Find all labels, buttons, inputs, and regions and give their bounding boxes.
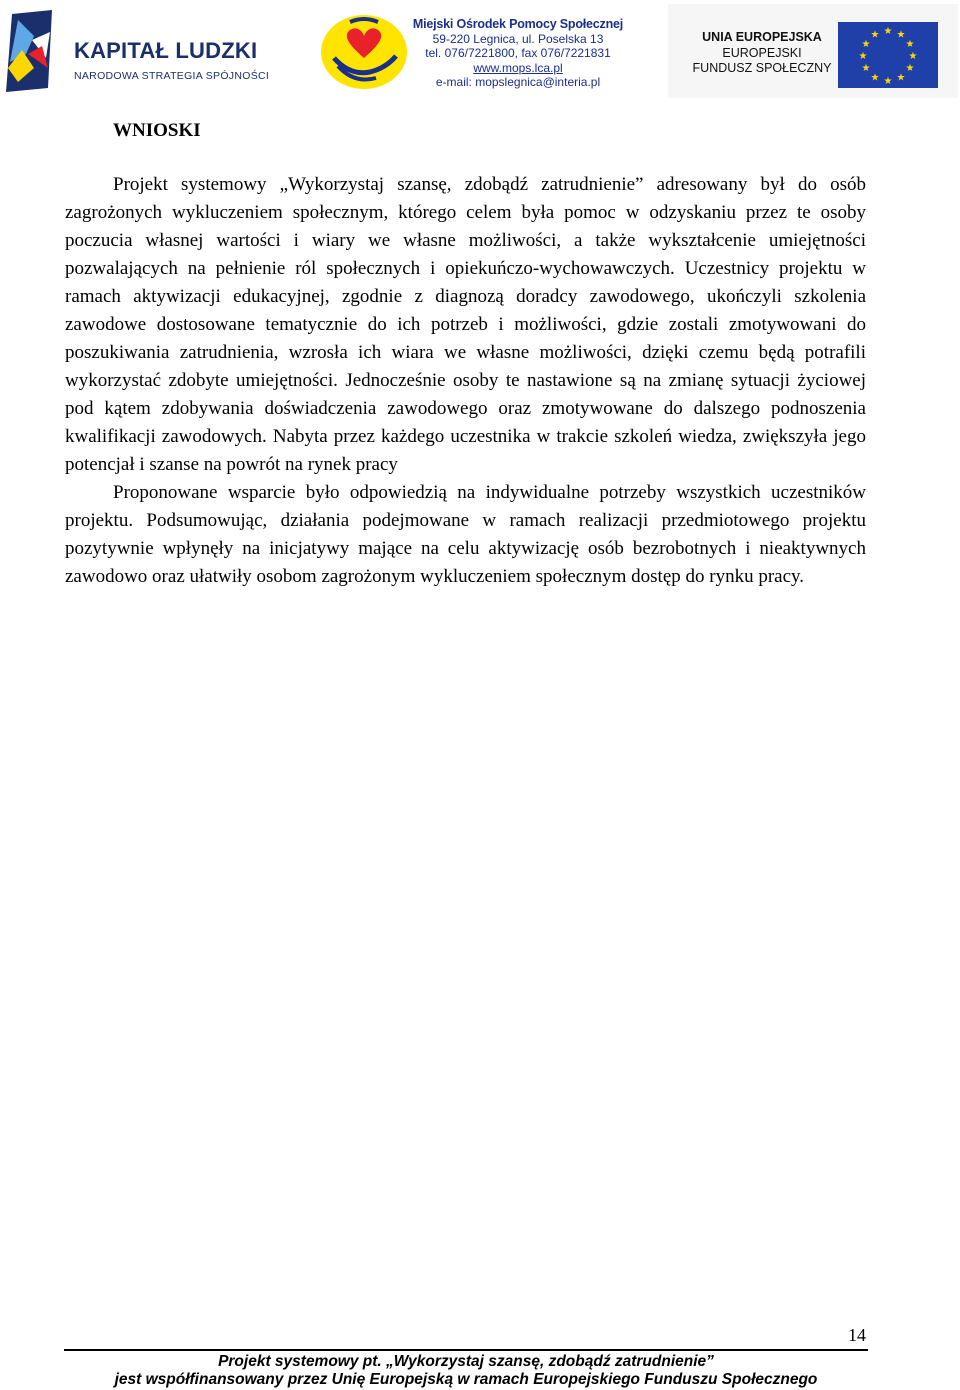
eu-logo-text — [678, 30, 846, 77]
svg-text:★: ★ — [858, 51, 868, 62]
svg-text:★: ★ — [883, 76, 893, 87]
eu-logo — [668, 4, 958, 98]
eu-logo-line2: EUROPEJSKI — [722, 45, 802, 60]
svg-text:★: ★ — [883, 26, 893, 37]
svg-text:★: ★ — [870, 29, 880, 41]
mops-email: e-mail: mopslegnica@interia.pl — [435, 75, 601, 90]
svg-text:★: ★ — [861, 39, 871, 50]
footer-line-2: jest współfinansowany przez Unię Europejską w ramach Europejskiego Funduszu Społecznego — [114, 1371, 818, 1388]
svg-text:★: ★ — [905, 39, 915, 50]
paragraph-2: Proponowane wsparcie było odpowiedzią na indywidualne potrzeby wszystkich uczestników projektu. Podsumowując, działania podejmowane w ramach realizacji przedmiotowego projektu pozytywnie wpłynęły na inicjatywy mające na celu aktywizację osób bezrobotnych i nieaktywnych zawodowo oraz ułatwiły osobom zagrożonym wykluczeniem społecznym dostęp do rynku pracy. — [65, 482, 866, 587]
svg-text:★: ★ — [896, 29, 906, 41]
kapital-ludzki-star-icon — [4, 10, 66, 94]
eu-logo-line1: UNIA EUROPEJSKA — [702, 30, 822, 44]
svg-text:★: ★ — [905, 63, 915, 74]
svg-text:★: ★ — [861, 63, 871, 74]
page-header — [0, 0, 960, 100]
paragraph-1: Projekt systemowy „Wykorzystaj szansę, zdobądź zatrudnienie” adresowany był do osób zagrożonych wykluczeniem społecznym, którego celem była pomoc w odzyskaniu przez te osoby poczucia własnej wartości i wiary we własne możliwości, a także wykształcenie umiejętności pozwalających na pełnienie ról społecznych i opiekuńczo-wychowawczych. Uczestnicy projektu w ramach aktywizacji edukacyjnej, zgodnie z diagnozą doradcy zawodowego, ukończyli szkolenia zawodowe dostosowane tematycznie do ich potrzeb i możliwości, gdzie zostali zmotywowani do poszukiwania zatrudnienia, wzrosła ich wiara we własne możliwości, dzięki czemu będą potrafili wykorzystać zdobyte umiejętności. Jednocześnie osoby te nastawione są na zmianę sytuacji życiowej pod kątem zdobywania doświadczenia zawodowego oraz zmotywowane do dalszego podnoszenia kwalifikacji zawodowych. Nabyta przez każdego uczestnika w trakcie szkoleń wiedza, zwiększyła jego potencjał i szanse na powrót na rynek pracy — [65, 174, 866, 475]
mops-heart-hands-icon — [320, 14, 408, 90]
mops-name: Miejski Ośrodek Pomocy Społecznej — [412, 17, 624, 31]
svg-text:★: ★ — [896, 72, 906, 84]
kapital-ludzki-logo — [4, 10, 270, 92]
document-body — [65, 112, 866, 591]
footer-line-1: Projekt systemowy pt. „Wykorzystaj szansę, zdobądź zatrudnienie” — [218, 1353, 714, 1370]
svg-text:★: ★ — [870, 72, 880, 84]
section-heading: WNIOSKI — [113, 120, 201, 141]
mops-phone: tel. 076/7221800, fax 076/7221831 — [425, 46, 611, 61]
page-number: 14 — [848, 1325, 866, 1345]
eu-flag-icon — [838, 22, 938, 88]
mops-address: 59-220 Legnica, ul. Poselska 13 — [432, 31, 604, 46]
svg-text:★: ★ — [908, 51, 918, 62]
kapital-ludzki-title: KAPITAŁ LUDZKI — [74, 38, 258, 63]
kapital-ludzki-subtitle: NARODOWA STRATEGIA SPÓJNOŚCI — [74, 70, 270, 82]
mops-website-link[interactable]: www.mops.lca.pl — [473, 60, 563, 75]
mops-contact-block — [410, 17, 626, 90]
footer-divider — [64, 1349, 868, 1351]
eu-logo-line3: FUNDUSZ SPOŁECZNY — [692, 61, 832, 75]
